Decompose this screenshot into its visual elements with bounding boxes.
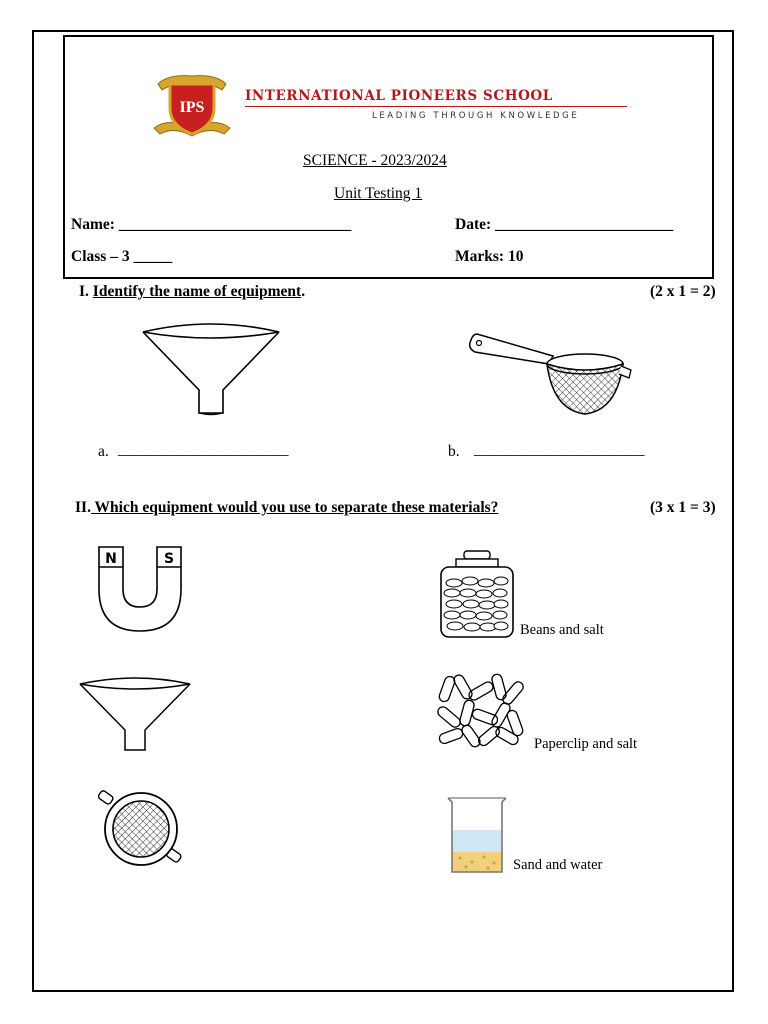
school-crest-icon <box>148 70 236 140</box>
material-sand-water: Sand and water <box>513 857 603 873</box>
class-field[interactable]: Class – 3 _____ <box>71 248 173 265</box>
section2-marks: (3 x 1 = 3) <box>650 499 716 516</box>
material-paperclip-salt: Paperclip and salt <box>534 736 638 752</box>
section1-number: I. <box>79 283 89 300</box>
funnel-icon <box>141 318 281 416</box>
section2-heading <box>75 499 498 517</box>
marks-label: Marks: 10 <box>455 248 524 265</box>
exam-unit-title: Unit Testing 1 <box>334 185 423 202</box>
funnel-icon-2 <box>78 674 192 752</box>
sieve-strainer-icon <box>467 318 635 418</box>
answer-a-label: a. <box>98 443 109 460</box>
paperclips-icon <box>438 670 526 752</box>
answer-b-line[interactable]: ______________________ <box>474 441 645 458</box>
section1-marks: (2 x 1 = 2) <box>650 283 716 300</box>
section1-title-suffix: . <box>301 283 306 300</box>
beans-jar-icon <box>438 549 516 639</box>
exam-subject-title: SCIENCE - 2023/2024 <box>303 152 447 169</box>
sieve-icon <box>97 789 185 869</box>
section2-title: Which equipment would you use to separate these materials? <box>90 499 499 516</box>
school-name: INTERNATIONAL PIONEERS SCHOOL <box>245 88 553 104</box>
magnet-pole-s: S <box>163 551 175 567</box>
answer-b-label: b. <box>448 443 460 460</box>
section1-title: Identify the name of equipment <box>92 283 302 300</box>
section2-number: II. <box>75 499 91 516</box>
school-tagline: LEADING THROUGH KNOWLEDGE <box>372 111 580 121</box>
school-name-underline <box>245 106 627 107</box>
material-beans-salt: Beans and salt <box>520 622 604 638</box>
crest-letters: IPS <box>179 99 205 116</box>
date-field[interactable]: Date: _______________________ <box>455 216 674 233</box>
name-field[interactable]: Name: ______________________________ <box>71 216 352 233</box>
magnet-pole-n: N <box>105 551 117 567</box>
magnet-icon <box>97 545 183 633</box>
section1-heading <box>79 283 305 301</box>
beaker-icon <box>446 796 508 876</box>
answer-a-line[interactable]: ______________________ <box>118 441 289 458</box>
